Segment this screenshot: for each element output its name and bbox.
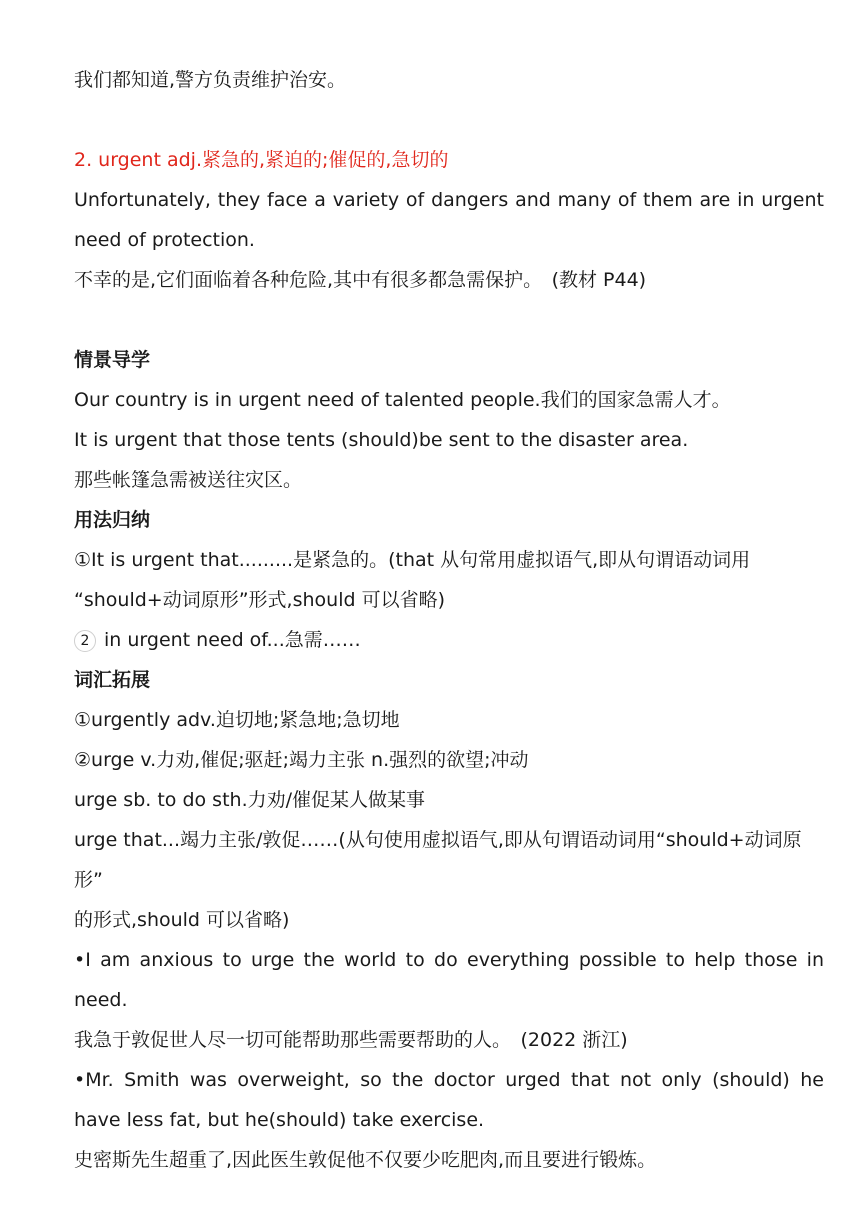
example-translation: 我急于敦促世人尽一切可能帮助那些需要帮助的人。 (2022 浙江) bbox=[74, 1029, 628, 1051]
section-heading: 词汇拓展 bbox=[74, 669, 151, 691]
text-line: ②urge v.力劝,催促;驱赶;竭力主张 n.强烈的欲望;冲动 bbox=[74, 749, 529, 771]
text-line: urge sb. to do sth.力劝/催促某人做某事 bbox=[74, 789, 426, 811]
blank-line bbox=[74, 300, 824, 340]
example-sentence: •Mr. Smith was overweight, so the doctor urged that not only (should) he have less fat, but he(should) take exercise. bbox=[74, 1069, 824, 1131]
text-line: 那些帐篷急需被送往灾区。 bbox=[74, 469, 303, 491]
example-translation: 不幸的是,它们面临着各种危险,其中有很多都急需保护。 (教材 P44) bbox=[74, 269, 647, 291]
text-line: ①It is urgent that.........是紧急的。(that 从句常用虚拟语气,即从句谓语动词用 bbox=[74, 549, 751, 571]
text-line: Our country is in urgent need of talented people.我们的国家急需人才。 bbox=[74, 389, 731, 411]
text-line: 我们都知道,警方负责维护治安。 bbox=[74, 69, 347, 91]
example-sentence: Unfortunately, they face a variety of dangers and many of them are in urgent need of protection. bbox=[74, 189, 824, 251]
text-line: urge that...竭力主张/敦促……(从句使用虚拟语气,即从句谓语动词用“should+动词原形” bbox=[74, 829, 802, 891]
numbered-item bbox=[74, 620, 824, 660]
blank-line bbox=[74, 100, 824, 140]
circled-number: 2 bbox=[74, 630, 96, 652]
document-page bbox=[74, 60, 824, 1180]
text-line: “should+动词原形”形式,should 可以省略) bbox=[74, 589, 445, 611]
section-heading: 用法归纳 bbox=[74, 509, 151, 531]
text-line: ①urgently adv.迫切地;紧急地;急切地 bbox=[74, 709, 400, 731]
example-sentence: •I am anxious to urge the world to do everything possible to help those in need. bbox=[74, 949, 824, 1011]
numbered-item-text: in urgent need of...急需…… bbox=[104, 629, 361, 651]
section-heading: 情景导学 bbox=[74, 349, 151, 371]
text-line: 的形式,should 可以省略) bbox=[74, 909, 290, 931]
text-line: It is urgent that those tents (should)be sent to the disaster area. bbox=[74, 429, 689, 451]
entry-heading: 2. urgent adj.紧急的,紧迫的;催促的,急切的 bbox=[74, 149, 449, 171]
example-translation: 史密斯先生超重了,因此医生敦促他不仅要少吃肥肉,而且要进行锻炼。 bbox=[74, 1149, 657, 1171]
